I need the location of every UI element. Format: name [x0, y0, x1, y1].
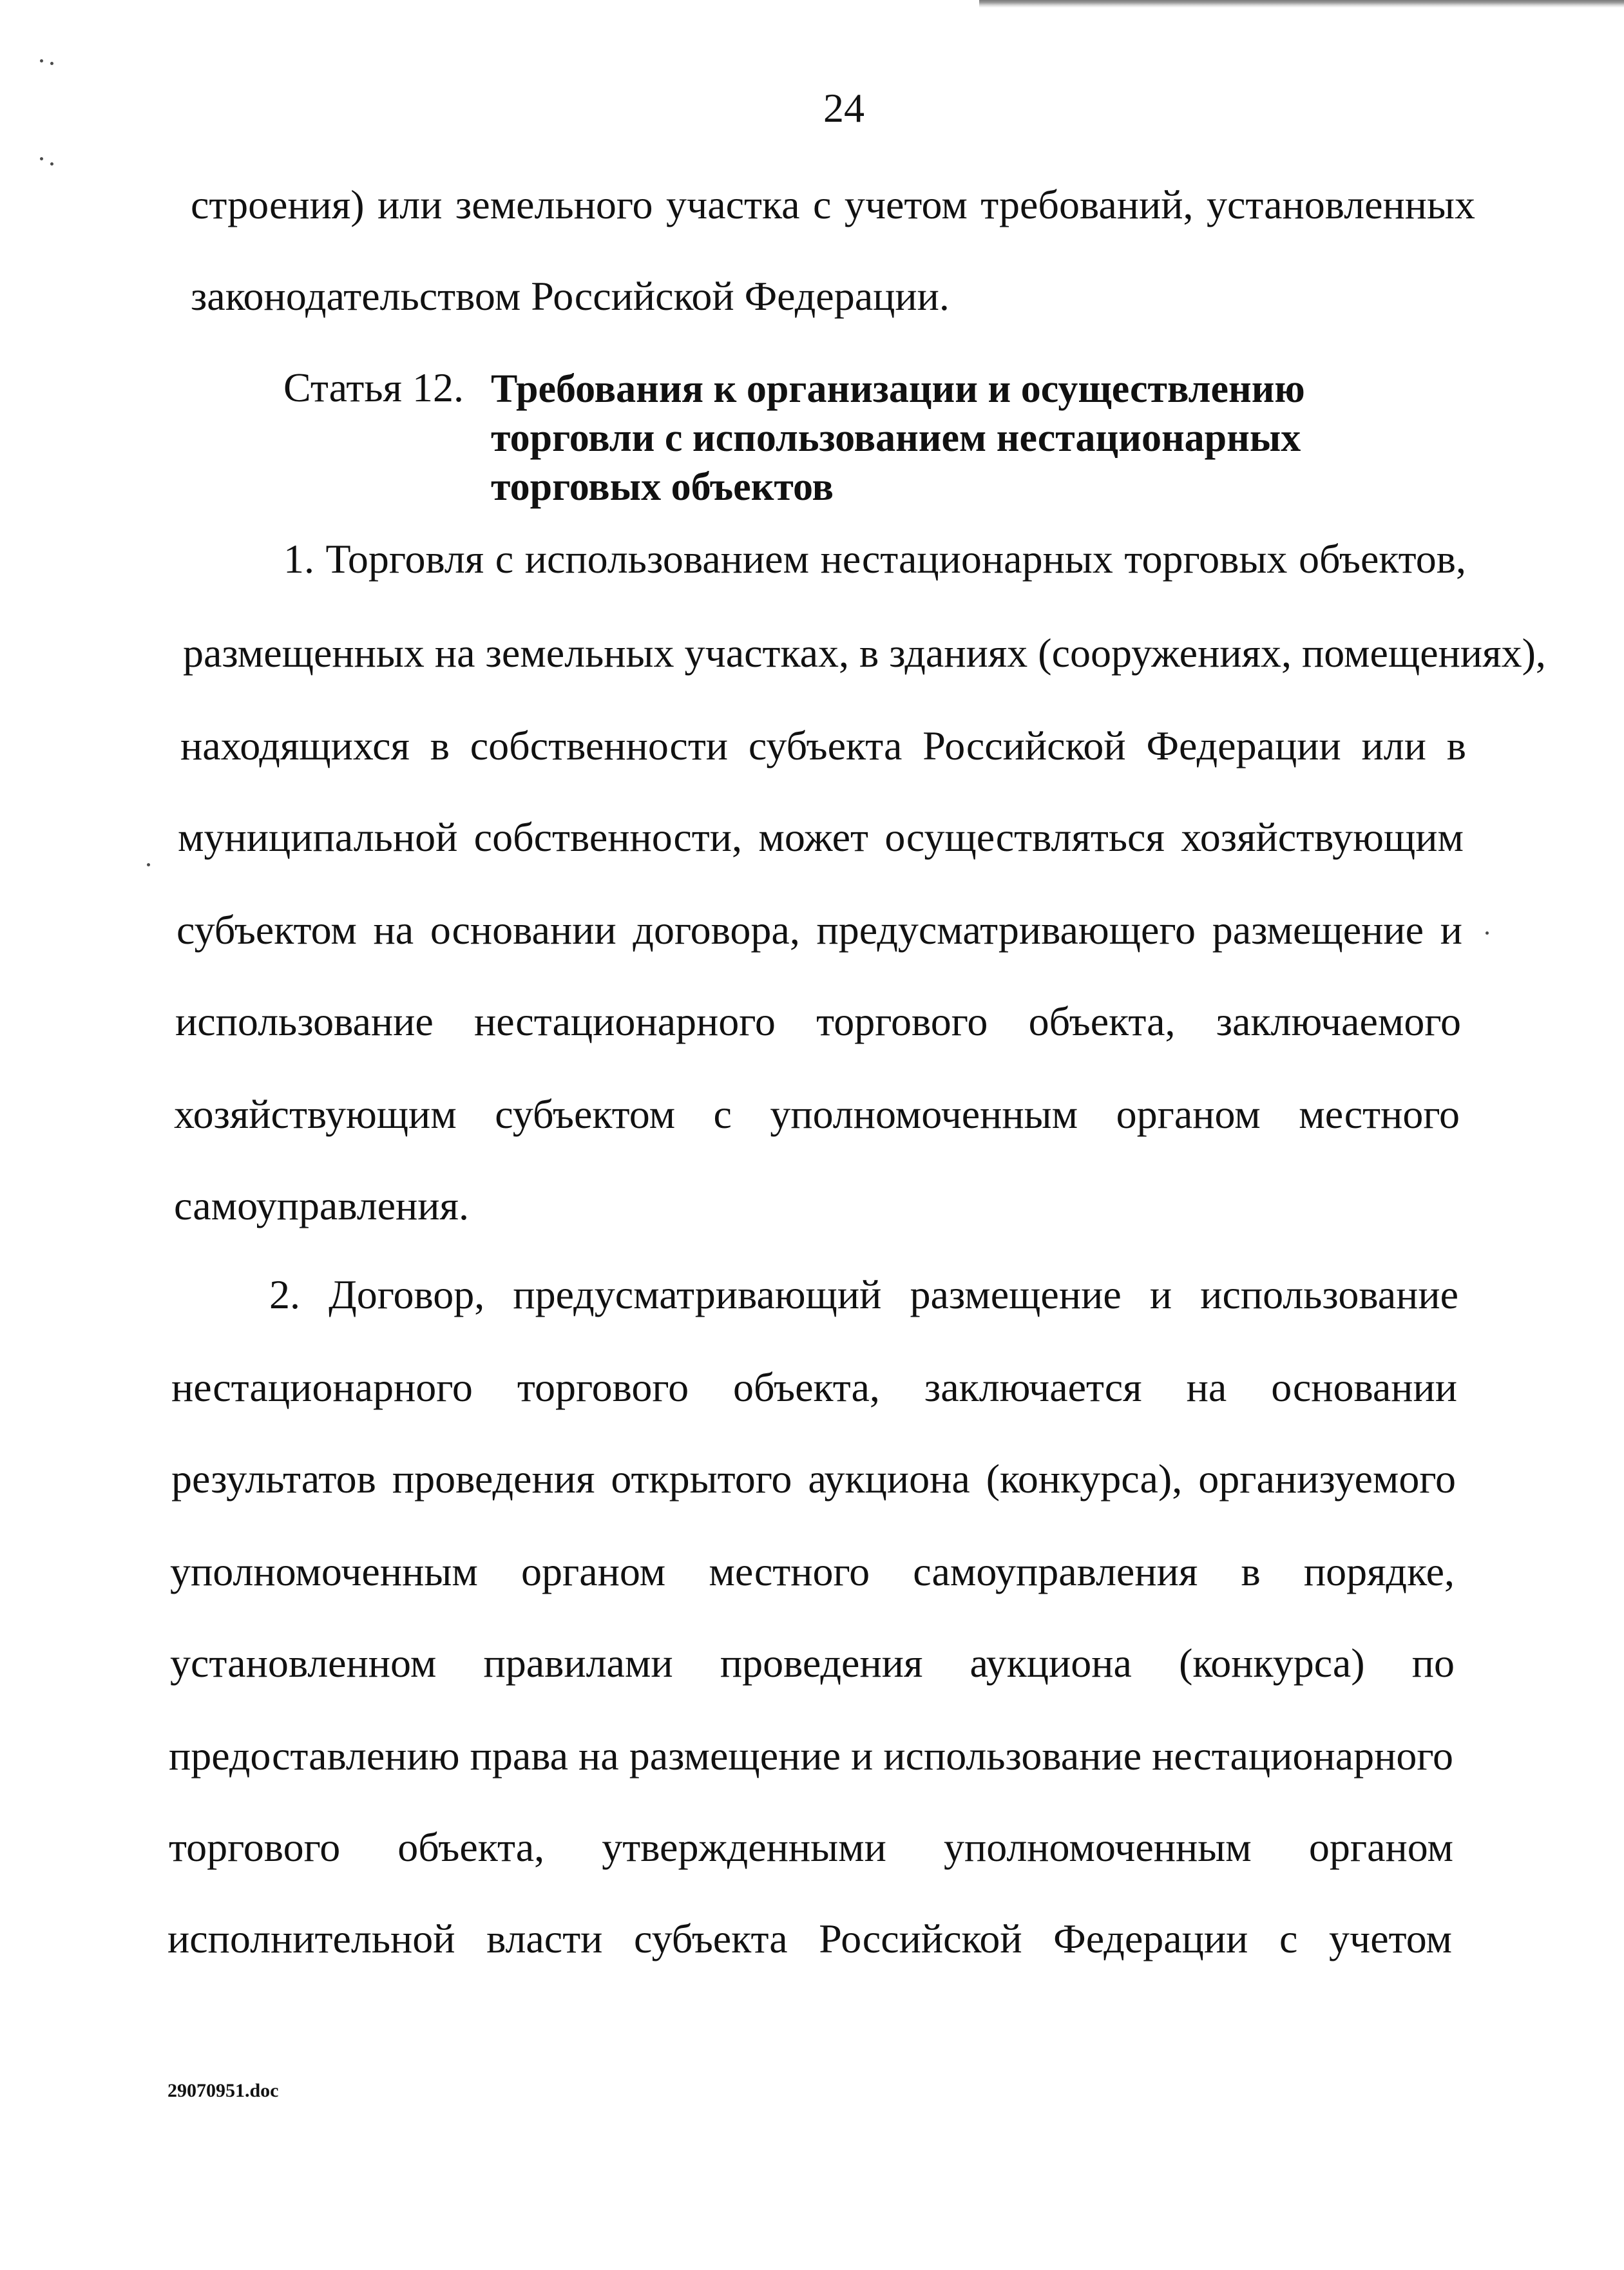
- paragraph-1-line: самоуправления.: [174, 1183, 469, 1228]
- paragraph-1-line: находящихся в собственности субъекта Российской Федерации или в: [180, 723, 1466, 768]
- scan-speck: [50, 162, 53, 166]
- article-title-line: Требования к организации и осуществлению: [491, 367, 1305, 411]
- scan-edge-line: [979, 0, 1624, 8]
- paragraph-2-line: торгового объекта, утвержденными уполномоченным органом: [169, 1824, 1453, 1870]
- paragraph-2-line: предоставлению права на размещение и использование нестационарного: [169, 1733, 1453, 1779]
- paragraph-1-line: субъектом на основании договора, предусматривающего размещение и: [177, 907, 1462, 953]
- scan-speck: [50, 62, 53, 65]
- scan-speck: [147, 863, 150, 866]
- article-title-line: торговых объектов: [491, 465, 834, 509]
- scan-speck: [40, 157, 43, 160]
- paragraph-1-line: 1. Торговля с использованием нестационарных торговых объектов,: [283, 536, 1466, 582]
- intro-line: строения) или земельного участка с учетом требований, установленных: [191, 182, 1475, 227]
- paragraph-2-line: результатов проведения открытого аукциона (конкурса), организуемого: [171, 1456, 1456, 1502]
- scan-speck: [1485, 931, 1489, 935]
- paragraph-1-line: размещенных на земельных участках, в зданиях (сооружениях, помещениях),: [183, 630, 1546, 676]
- paragraph-1-line: муниципальной собственности, может осуществляться хозяйствующим: [178, 814, 1464, 860]
- paragraph-2-line: исполнительной власти субъекта Российской Федерации с учетом: [167, 1916, 1452, 1961]
- paragraph-2-line: нестационарного торгового объекта, заключается на основании: [171, 1364, 1457, 1410]
- article-title-line: торговли с использованием нестационарных: [491, 416, 1301, 460]
- paragraph-2-line: уполномоченным органом местного самоуправления в порядке,: [170, 1549, 1455, 1594]
- scan-speck: [40, 59, 43, 62]
- article-label: Статья 12.: [283, 365, 464, 410]
- page-number: 24: [823, 85, 865, 131]
- document-filename: 29070951.doc: [167, 2080, 279, 2101]
- paragraph-2-line: 2. Договор, предусматривающий размещение и использование: [269, 1272, 1458, 1317]
- paragraph-1-line: хозяйствующим субъектом с уполномоченным органом местного: [174, 1091, 1460, 1137]
- paragraph-1-line: использование нестационарного торгового объекта, заключаемого: [175, 998, 1461, 1044]
- intro-line: законодательством Российской Федерации.: [191, 273, 950, 319]
- paragraph-2-line: установленном правилами проведения аукциона (конкурса) по: [170, 1640, 1455, 1686]
